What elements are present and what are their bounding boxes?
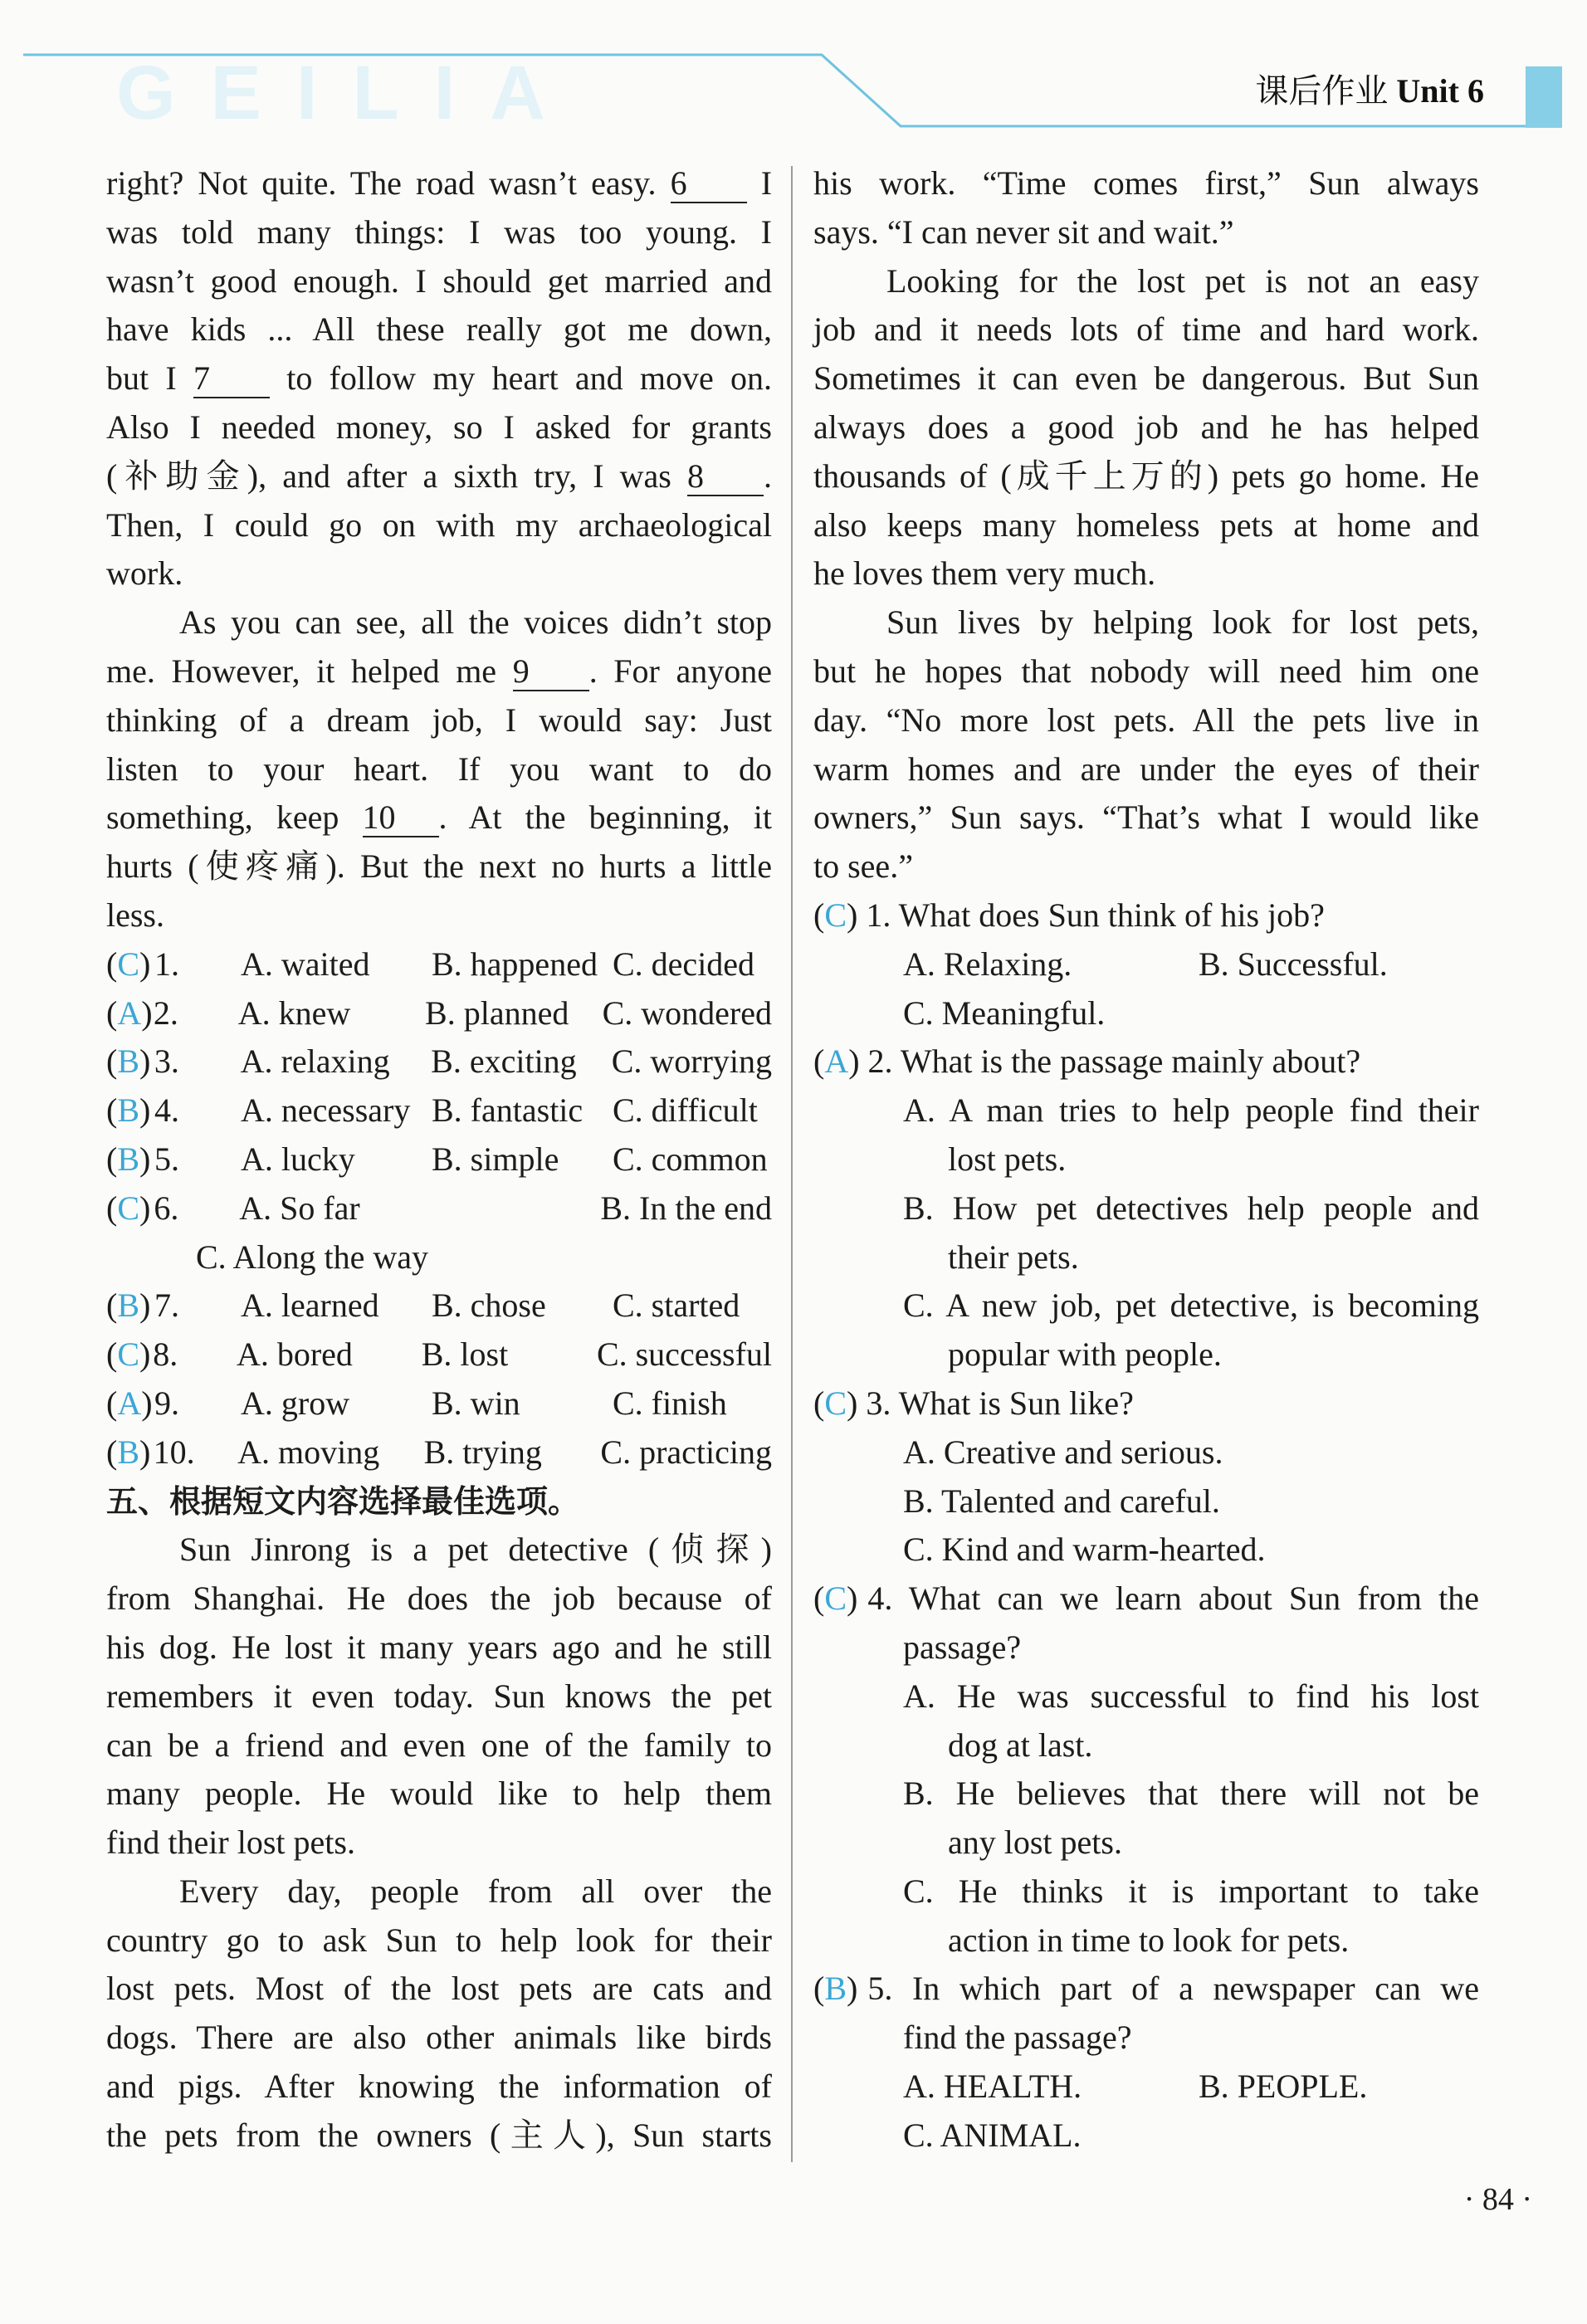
text-line: day. “No more lost pets. All the pets live in bbox=[813, 701, 1479, 739]
text-line: remembers it even today. Sun knows the pet bbox=[106, 1677, 772, 1715]
text-line: he loves them very much. bbox=[813, 554, 1156, 593]
reading-question-4-option-a: A. He was successful to find his lost bbox=[903, 1677, 1479, 1715]
header-title-unit: Unit 6 bbox=[1396, 72, 1484, 110]
column-divider bbox=[791, 166, 793, 2162]
answer-mark: A bbox=[824, 1042, 849, 1081]
cloze-question-4: (B) 4. A. necessary B. fantastic C. difficult bbox=[106, 1091, 758, 1130]
text-line: his dog. He lost it many years ago and he still bbox=[106, 1628, 772, 1666]
option-continuation: dog at last. bbox=[948, 1726, 1093, 1764]
text-line: (补助金), and after a sixth try, I was 8 . bbox=[106, 456, 772, 495]
cloze-question-8: (C) 8. A. bored B. lost C. successful bbox=[106, 1335, 773, 1374]
text-line: Then, I could go on with my archaeological bbox=[106, 505, 772, 544]
answer-mark: B bbox=[117, 1091, 140, 1130]
answer-mark: B bbox=[117, 1286, 140, 1325]
text-line: owners,” Sun says. “That’s what I would like bbox=[813, 798, 1479, 837]
cloze-question-1: (C) 1. A. waited B. happened C. decided bbox=[106, 945, 755, 983]
text-line: and pigs. After knowing the information of bbox=[106, 2068, 772, 2106]
text-line: Every day, people from all over the bbox=[179, 1872, 772, 1910]
text-line: wasn’t good enough. I should get married and bbox=[106, 261, 772, 300]
question-continuation: passage? bbox=[903, 1628, 1022, 1666]
text-line: country go to ask Sun to help look for their bbox=[106, 1921, 772, 1959]
text-line: many people. He would like to help them bbox=[106, 1775, 772, 1813]
answer-mark: C bbox=[117, 1189, 140, 1227]
header-tab bbox=[1526, 66, 1562, 128]
header-title-cn: 课后作业 bbox=[1255, 72, 1389, 110]
reading-question-2-option-b: B. How pet detectives help people and bbox=[903, 1189, 1479, 1227]
text-line: something, keep 10 . At the beginning, it bbox=[106, 798, 773, 837]
answer-mark: C bbox=[117, 1335, 140, 1374]
text-line: Sometimes it can even be dangerous. But Sun bbox=[813, 359, 1479, 398]
reading-question-2: (A) 2. What is the passage mainly about? bbox=[813, 1042, 1361, 1081]
text-line: less. bbox=[106, 896, 164, 934]
reading-question-3: (C) 3. What is Sun like? bbox=[813, 1384, 1134, 1422]
text-line: was told many things: I was too young. I bbox=[106, 212, 772, 251]
text-line: Sun lives by helping look for lost pets, bbox=[886, 603, 1479, 642]
text-line: work. bbox=[106, 554, 183, 593]
text-line: the pets from the owners (主人), Sun starts bbox=[106, 2116, 772, 2154]
text-line: find their lost pets. bbox=[106, 1824, 355, 1862]
answer-mark: B bbox=[824, 1970, 847, 2008]
blank-7: 7 bbox=[193, 360, 270, 398]
text-line: warm homes and are under the eyes of their bbox=[813, 749, 1479, 788]
cloze-question-10: (B) 10. A. moving B. trying C. practicing bbox=[106, 1433, 772, 1471]
option-continuation: action in time to look for pets. bbox=[948, 1921, 1350, 1959]
text-line: Looking for the lost pet is not an easy bbox=[886, 261, 1479, 300]
right-column bbox=[813, 159, 1479, 2160]
reading-question-4-option-c: C. He thinks it is important to take bbox=[903, 1872, 1479, 1910]
option-continuation: any lost pets. bbox=[948, 1824, 1122, 1862]
header-title bbox=[1255, 65, 1484, 112]
answer-mark: B bbox=[117, 1433, 140, 1471]
text-line: hurts (使疼痛). But the next no hurts a little bbox=[106, 847, 772, 886]
answer-mark: B bbox=[117, 1042, 140, 1081]
text-line: from Shanghai. He does the job because of bbox=[106, 1579, 772, 1618]
text-line: thousands of (成千上万的) pets go home. He bbox=[813, 456, 1479, 495]
text-line: can be a friend and even one of the family to bbox=[106, 1726, 772, 1764]
text-line: always does a good job and he has helped bbox=[813, 408, 1479, 446]
cloze-question-2: (A) 2. A. knew B. planned C. wondered bbox=[106, 994, 773, 1032]
option-continuation: popular with people. bbox=[948, 1335, 1222, 1374]
reading-question-5-option-c: C. ANIMAL. bbox=[903, 2116, 1082, 2154]
option-continuation: lost pets. bbox=[948, 1140, 1067, 1178]
text-line: job and it needs lots of time and hard work. bbox=[813, 310, 1479, 349]
text-line: Also I needed money, so I asked for grants bbox=[106, 408, 772, 446]
cloze-question-6: (C) 6. A. So far B. In the end bbox=[106, 1189, 772, 1227]
blank-6: 6 bbox=[671, 165, 747, 203]
reading-question-4: (C) 4. What can we learn about Sun from the bbox=[813, 1579, 1479, 1618]
answer-mark: B bbox=[117, 1140, 140, 1178]
page-number: · 84 · bbox=[1463, 2182, 1532, 2217]
text-line: As you can see, all the voices didn’t stop bbox=[179, 603, 772, 642]
answer-mark: C bbox=[824, 1384, 847, 1422]
text-line: his work. “Time comes first,” Sun always bbox=[813, 164, 1479, 202]
text-line: have kids ... All these really got me down, bbox=[106, 310, 772, 349]
text-line: but I 7 to follow my heart and move on. bbox=[106, 359, 773, 398]
blank-8: 8 bbox=[687, 458, 764, 496]
answer-mark: A bbox=[117, 1384, 142, 1422]
text-line: thinking of a dream job, I would say: Just bbox=[106, 701, 772, 739]
answer-mark: C bbox=[824, 896, 847, 934]
reading-question-5-options-ab: A. HEALTH. B. PEOPLE. bbox=[903, 2068, 1368, 2106]
reading-question-3-option-a: A. Creative and serious. bbox=[903, 1433, 1223, 1471]
reading-question-3-option-c: C. Kind and warm-hearted. bbox=[903, 1531, 1266, 1569]
question-continuation: find the passage? bbox=[903, 2019, 1132, 2057]
reading-question-3-option-b: B. Talented and careful. bbox=[903, 1482, 1220, 1520]
text-line: me. However, it helped me 9 . For anyone bbox=[106, 652, 772, 690]
left-column bbox=[106, 159, 772, 2160]
reading-question-4-option-b: B. He believes that there will not be bbox=[903, 1775, 1479, 1813]
text-line: Sun Jinrong is a pet detective (侦探) bbox=[179, 1531, 772, 1569]
text-line: listen to your heart. If you want to do bbox=[106, 749, 772, 788]
answer-mark: A bbox=[117, 994, 142, 1032]
text-line: lost pets. Most of the lost pets are cats and bbox=[106, 1970, 772, 2008]
section-title: 五、根据短文内容选择最佳选项。 bbox=[106, 1482, 580, 1520]
option-continuation: their pets. bbox=[948, 1238, 1079, 1276]
cloze-question-7: (B) 7. A. learned B. chose C. started bbox=[106, 1286, 740, 1325]
text-line: also keeps many homeless pets at home and bbox=[813, 505, 1479, 544]
text-line: right? Not quite. The road wasn’t easy. 6 I bbox=[106, 164, 773, 202]
cloze-question-3: (B) 3. A. relaxing B. exciting C. worrying bbox=[106, 1042, 773, 1081]
reading-question-2-option-a: A. A man tries to help people find their bbox=[903, 1091, 1479, 1130]
cloze-question-9: (A) 9. A. grow B. win C. finish bbox=[106, 1384, 727, 1422]
blank-10: 10 bbox=[363, 799, 439, 837]
reading-question-5: (B) 5. In which part of a newspaper can we bbox=[813, 1970, 1479, 2008]
text-line: dogs. There are also other animals like birds bbox=[106, 2019, 772, 2057]
header-watermark: GEILIA bbox=[116, 51, 580, 135]
answer-mark: C bbox=[824, 1579, 847, 1618]
reading-question-1-options-ab: A. Relaxing. B. Successful. bbox=[903, 945, 1388, 983]
text-line: to see.” bbox=[813, 847, 913, 886]
page-header bbox=[0, 0, 1587, 141]
text-line: but he hopes that nobody will need him one bbox=[813, 652, 1479, 690]
blank-9: 9 bbox=[513, 653, 589, 691]
reading-question-1: (C) 1. What does Sun think of his job? bbox=[813, 896, 1325, 934]
answer-mark: C bbox=[117, 945, 140, 983]
cloze-question-6-option-c: C. Along the way bbox=[196, 1238, 428, 1276]
cloze-question-5: (B) 5. A. lucky B. simple C. common bbox=[106, 1140, 768, 1178]
text-line: says. “I can never sit and wait.” bbox=[813, 212, 1234, 251]
reading-question-2-option-c: C. A new job, pet detective, is becoming bbox=[903, 1286, 1479, 1325]
reading-question-1-option-c: C. Meaningful. bbox=[903, 994, 1106, 1032]
